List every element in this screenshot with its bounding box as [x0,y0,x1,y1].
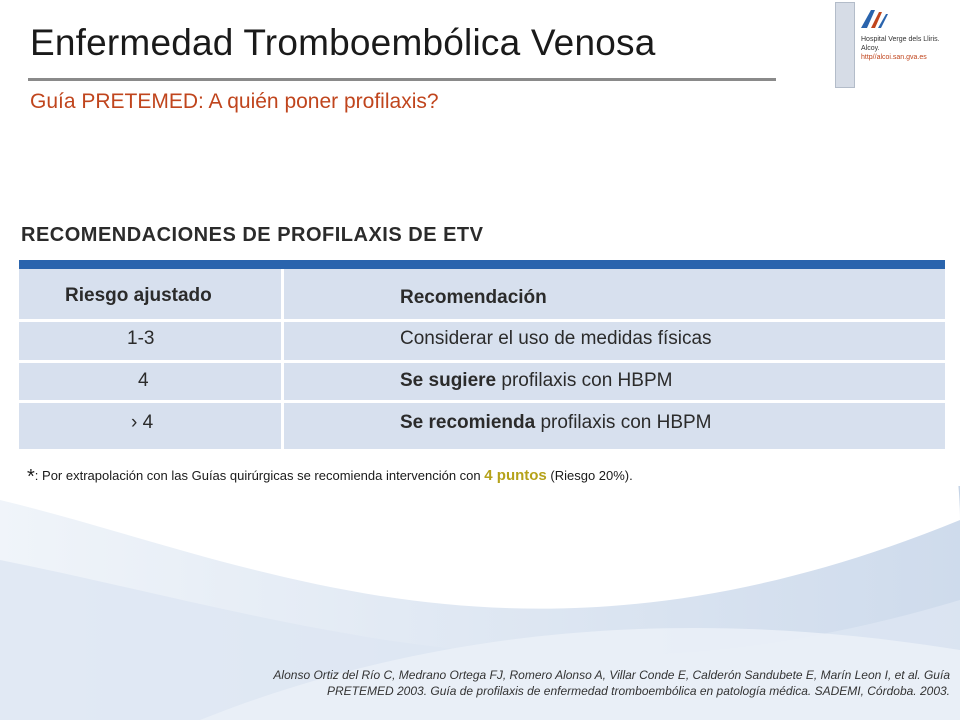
recommendation-text: profilaxis con HBPM [496,370,673,391]
recommendation-cell [400,370,672,392]
column-header-risk: Riesgo ajustado [65,285,212,306]
footnote-asterisk: * [27,466,35,488]
row-divider [19,360,945,363]
recommendation-strength: Se recomienda [400,412,536,433]
footnote-text-end: (Riesgo 20%). [546,468,633,483]
recommendation-cell [400,412,712,434]
hospital-logo [835,2,955,90]
recommendation-strength: Se sugiere [400,370,497,391]
risk-cell: 1-3 [127,328,155,349]
risk-cell: › 4 [131,412,154,433]
logo-strip [835,2,855,88]
recommendation-text: Considerar el uso de medidas físicas [400,328,712,349]
recommendations-heading: RECOMENDACIONES DE PROFILAXIS DE ETV [21,224,484,246]
row-divider [19,319,945,322]
hospital-logo-icon [859,6,889,32]
logo-line-1: Hospital Verge dels Lliris. [861,36,940,43]
risk-cell: 4 [138,370,149,391]
recommendation-text: profilaxis con HBPM [535,412,712,433]
footnote [27,466,633,489]
reference-line-2: PRETEMED 2003. Guía de profilaxis de enfermedad tromboembólica en patología médica. SADEMI, Córdoba. 2003. [327,684,950,698]
footnote-text: : Por extrapolación con las Guías quirúrgicas se recomienda intervención con [34,468,485,483]
reference-citation [180,667,950,699]
logo-line-2: Alcoy. [861,45,880,52]
logo-link[interactable]: http//alcoi.san.gva.es [861,54,927,61]
column-divider [281,269,284,449]
column-header-recommendation: Recomendación [400,287,547,308]
reference-line-1: Alonso Ortiz del Río C, Medrano Ortega FJ, Romero Alonso A, Villar Conde E, Calderón Sandubete E, Marín Leon I, et al. Guía [273,668,950,682]
title-divider [28,78,776,81]
row-divider [19,400,945,403]
table-top-bar [19,260,945,269]
logo-text [861,35,940,62]
recommendations-table [19,269,945,449]
footnote-highlight: 4 puntos [484,467,547,484]
recommendation-cell [400,328,712,350]
page-title: Enfermedad Tromboembólica Venosa [30,22,656,63]
page-subtitle: Guía PRETEMED: A quién poner profilaxis? [30,90,439,113]
